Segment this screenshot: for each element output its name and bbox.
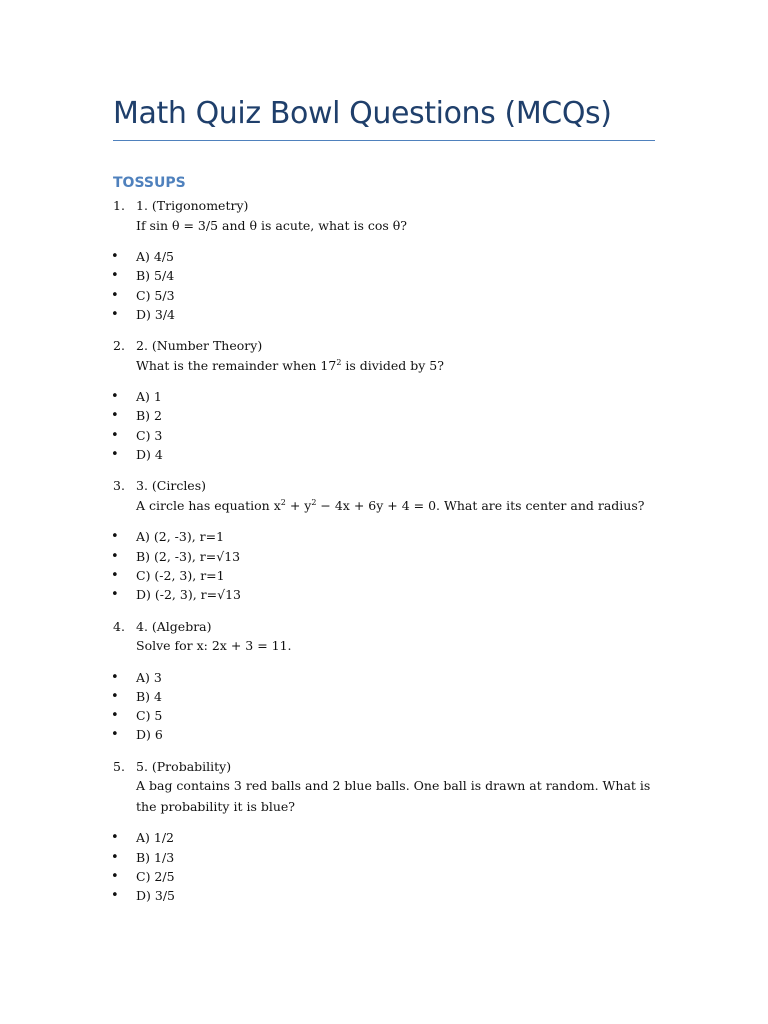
answer-option [0, 867, 768, 886]
bullet-icon: • [111, 868, 119, 884]
answer-option [0, 886, 768, 905]
option-text: A) 4/5 [136, 249, 174, 264]
answer-option [0, 725, 768, 744]
option-text: A) (2, -3), r=1 [136, 529, 225, 545]
question-category: 3. (Circles) [136, 478, 207, 494]
bullet-icon: • [111, 268, 119, 284]
option-text: C) 3 [136, 427, 163, 443]
question-number: 3. [113, 478, 125, 494]
question-number: 1. [113, 198, 125, 213]
answer-options [0, 828, 768, 905]
answer-option [0, 445, 768, 464]
answer-option [0, 585, 768, 604]
question-number: 5. [113, 758, 125, 774]
document-title: Math Quiz Bowl Questions (MCQs) [113, 96, 612, 131]
exponent: 2 [311, 497, 317, 507]
bullet-icon: • [111, 529, 119, 545]
option-text: A) 1/2 [136, 830, 174, 846]
bullet-icon: • [111, 688, 119, 704]
question-text-part: is divided by 5? [341, 357, 444, 373]
exponent: 2 [280, 497, 286, 507]
answer-option [0, 547, 768, 566]
answer-options [0, 668, 768, 745]
option-text: C) 5 [136, 708, 163, 724]
question-number: 4. [113, 618, 125, 634]
option-text: C) 5/3 [136, 287, 175, 303]
bullet-icon: • [111, 306, 119, 322]
answer-option [0, 828, 768, 847]
question-2 [0, 336, 768, 464]
question-category: 1. (Trigonometry) [136, 198, 249, 213]
bullet-icon: • [111, 587, 119, 603]
answer-options [0, 527, 768, 604]
question-1 [0, 196, 768, 324]
answer-option [0, 406, 768, 425]
question-text-part: + y [285, 497, 312, 513]
bullet-icon: • [111, 408, 119, 424]
answer-option [0, 848, 768, 867]
option-text: A) 1 [136, 389, 162, 405]
question-text: Solve for x: 2x + 3 = 11. [136, 638, 292, 654]
option-text: C) 2/5 [136, 868, 175, 884]
question-3 [0, 476, 768, 604]
option-text: B) 4 [136, 688, 162, 704]
bullet-icon: • [111, 389, 119, 405]
question-text: A bag contains 3 red balls and 2 blue balls. One ball is drawn at random. What is the probability it is blue? [136, 778, 651, 814]
bullet-icon: • [111, 849, 119, 865]
answer-option [0, 566, 768, 585]
answer-option [0, 706, 768, 725]
option-text: B) (2, -3), r=√13 [136, 548, 241, 564]
answer-option [0, 527, 768, 546]
option-text: C) (-2, 3), r=1 [136, 567, 225, 583]
title-underline [113, 140, 655, 141]
answer-option [0, 286, 768, 305]
answer-option [0, 668, 768, 687]
answer-options [0, 247, 768, 324]
answer-option [0, 305, 768, 324]
exponent: 2 [336, 357, 342, 367]
question-text [136, 496, 656, 517]
bullet-icon: • [111, 548, 119, 564]
question-category: 4. (Algebra) [136, 618, 212, 634]
question-category: 2. (Number Theory) [136, 338, 263, 354]
bullet-icon: • [111, 727, 119, 743]
answer-option [0, 247, 768, 266]
bullet-icon: • [111, 447, 119, 463]
question-category: 5. (Probability) [136, 758, 232, 774]
question-list [0, 196, 768, 917]
answer-option [0, 687, 768, 706]
question-text-part: − 4x + 6y + 4 = 0. What are its center and radius? [316, 497, 645, 513]
option-text: D) 3/5 [136, 888, 175, 904]
option-text: A) 3 [136, 669, 162, 685]
bullet-icon: • [111, 669, 119, 685]
bullet-icon: • [111, 708, 119, 724]
option-text: B) 2 [136, 408, 162, 424]
question-5 [0, 757, 768, 906]
question-text: If sin θ = 3/5 and θ is acute, what is cos θ? [136, 217, 407, 233]
question-text-part: A circle has equation x [136, 497, 281, 513]
option-text: B) 5/4 [136, 268, 175, 284]
answer-option [0, 266, 768, 285]
bullet-icon: • [111, 567, 119, 583]
option-text: D) (-2, 3), r=√13 [136, 587, 241, 603]
option-text: D) 4 [136, 447, 163, 463]
bullet-icon: • [111, 287, 119, 303]
option-text: D) 3/4 [136, 306, 175, 322]
bullet-icon: • [111, 249, 119, 264]
question-text [136, 356, 656, 377]
answer-options [0, 387, 768, 464]
option-text: B) 1/3 [136, 849, 175, 865]
question-text-part: What is the remainder when 17 [136, 357, 337, 373]
question-number: 2. [113, 338, 125, 354]
bullet-icon: • [111, 830, 119, 846]
answer-option [0, 387, 768, 406]
question-4 [0, 617, 768, 745]
section-heading: TOSSUPS [113, 175, 186, 191]
answer-option [0, 426, 768, 445]
option-text: D) 6 [136, 727, 163, 743]
bullet-icon: • [111, 888, 119, 904]
bullet-icon: • [111, 427, 119, 443]
